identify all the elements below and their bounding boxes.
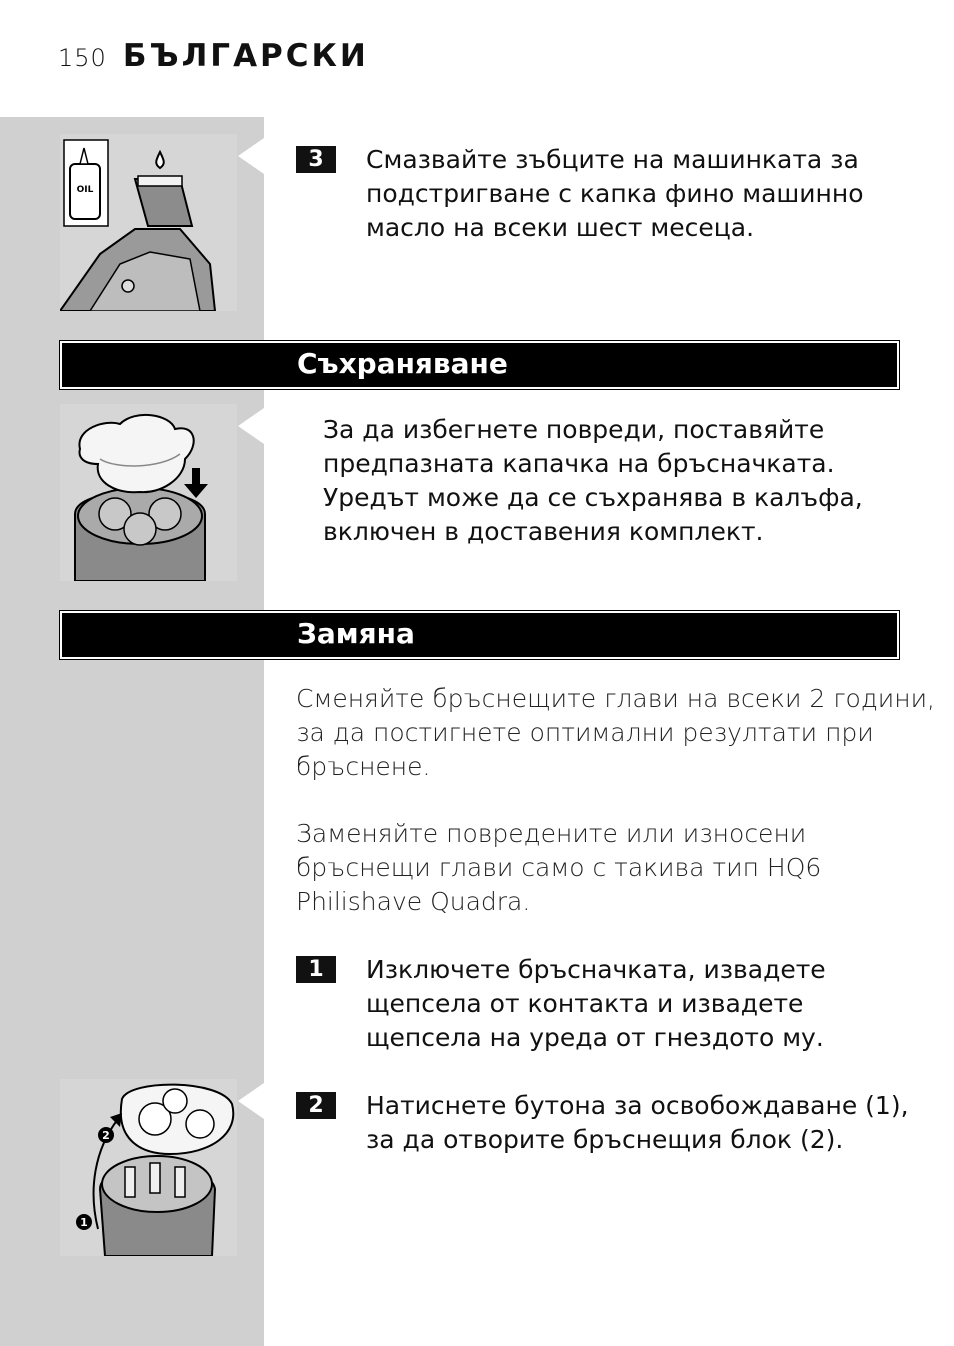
step-number: 3 [296,146,336,173]
step-text: Натиснете бутона за освобождаване (1), за да отворите бръснещия блок (2). [366,1091,909,1154]
section-header-storage [60,341,899,389]
replacement-paragraph-2: Заменяйте повредените или износени бръснещи глави само с такива тип HQ6 Philishave Quadra. [296,819,822,916]
pointer-arrow [238,1083,264,1119]
pointer-arrow [238,138,264,174]
step-number: 2 [296,1092,336,1119]
callout-1: 1 [80,1216,88,1229]
section-title: Замяна [297,617,415,650]
replacement-paragraph-1: Сменяйте бръснещите глави на всеки 2 години, за да постигнете оптимални резултати при бръснене. [296,684,935,781]
step-number: 1 [296,956,336,983]
page-header [58,38,369,78]
step-text: Изключете бръсначката, извадете щепсела от контакта и извадете щепсела на уреда от гнездото му. [366,955,826,1052]
cap-shaver-illustration [60,404,237,581]
callout-2: 2 [102,1129,110,1142]
oil-trimmer-illustration [60,134,237,311]
pointer-arrow [238,408,264,444]
storage-text: За да избегнете повреди, поставяйте предпазната капачка на бръсначката. Уредът може да се съхранява в калъфа, включен в доставения комплект. [323,415,863,546]
section-title: Съхраняване [297,347,508,380]
open-shaver-illustration [60,1079,237,1256]
language-title: БЪЛГАРСКИ [122,38,369,74]
section-header-replacement [60,611,899,659]
page-number: 150 [58,44,107,72]
step-1 [296,953,826,1055]
step-2 [296,1089,909,1157]
step-3 [296,143,864,245]
oil-label: OIL [76,185,94,195]
step-text: Смазвайте зъбците на машинката за подстригване с капка фино машинно масло на всеки шест месеца. [366,145,864,242]
